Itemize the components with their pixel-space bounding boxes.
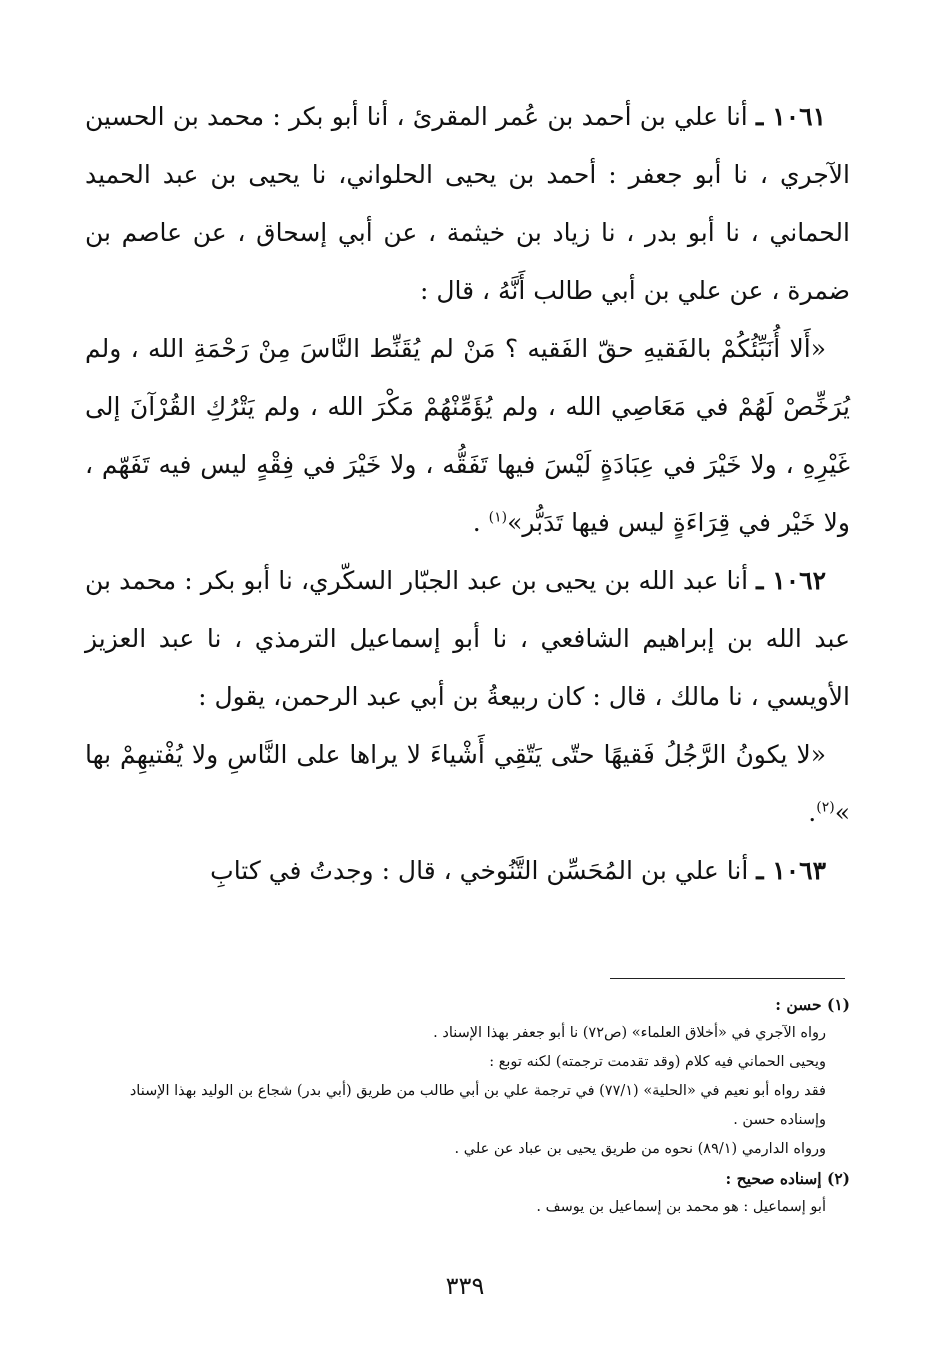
footnote-ref-2: (٢) [816, 799, 835, 816]
quote-1062 [85, 726, 850, 842]
isnad-text: أنا عبد الله بن يحيى بن عبد الجبّار السكّري، نا أبو بكر : محمد بن عبد الله بن إبراهيم الشافعي ، نا أبو إسماعيل الترمذي ، نا عبد العزيز الأويسي ، نا مالك ، قال : كان ربيعةُ بن أبي عبد الرحمن، يقول : [85, 566, 850, 711]
hadith-number: ١٠٦١ ـ [755, 102, 826, 131]
page-number: ٣٣٩ [445, 1272, 485, 1300]
footnotes [85, 990, 850, 1222]
footnote-heading-2: (٢) إسناده صحيح : [725, 1169, 850, 1188]
quote-1061 [85, 320, 850, 552]
quote-text: «أَلا أُنَبِّئُكُمْ بالفَقيهِ حقّ الفَقيه ؟ مَنْ لم يُقَنِّط النَّاسَ مِنْ رَحْمَةِ الله ، ولم يُرَخِّصْ لَهُمْ في مَعَاصِي الله ، ولم يُؤَمِّنْهُمْ مَكْرَ الله ، ولم يَتْرُكِ القُرْآنَ إلى غَيْرِهِ ، ولا خَيْرَ في عِبَادَةٍ لَيْسَ فيها تَفَقُّه ، ولا خَيْرَ في فِقْهٍ ليس فيه تَفَهّم ، ولا خَيْر في قِرَاءَةٍ ليس فيها تَدَبُّر» [85, 334, 850, 537]
quote-end: . [472, 508, 489, 537]
hadith-1061 [85, 88, 850, 320]
footnote-line: رواه الآجري في «أخلاق العلماء» (ص٧٢) نا أبو جعفر بهذا الإسناد . [433, 1025, 826, 1041]
footnote-ref-1: (١) [488, 509, 508, 526]
isnad-text: أنا علي بن أحمد بن عُمر المقرئ ، أنا أبو بكر : محمد بن الحسين الآجري ، نا أبو جعفر : أحمد بن يحيى الحلواني، نا يحيى بن عبد الحميد الحماني ، نا أبو بدر ، نا زياد بن خيثمة ، عن أبي إسحاق ، عن عاصم بن ضمرة ، عن علي بن أبي طالب أَنَّهُ ، قال : [85, 102, 850, 305]
footnote-heading-1: (١) حسن : [775, 995, 850, 1014]
quote-text: «لا يكونُ الرَّجُلُ فَقيهًا حتّى يَتّقِي أَشْياءَ لا يراها على النَّاسِ ولا يُفْتيهِمْ بها » [85, 740, 850, 827]
hadith-number: ١٠٦٣ ـ [756, 856, 826, 885]
footnote-line: ويحيى الحماني فيه كلام (وقد تقدمت ترجمته) لكنه توبع : [489, 1054, 826, 1070]
main-text [85, 88, 850, 900]
footnote-divider [610, 978, 845, 979]
hadith-1063 [85, 842, 850, 900]
hadith-1062 [85, 552, 850, 726]
quote-end: . [808, 798, 817, 827]
hadith-number: ١٠٦٢ ـ [756, 566, 827, 595]
isnad-text: أنا علي بن المُحَسِّن التَّنُوخي ، قال : وجدتُ في كتابِ [210, 856, 757, 885]
footnote-line: فقد رواه أبو نعيم في «الحلية» (٧٧/١) في ترجمة علي بن أبي طالب من طريق (أبي بدر) شجاع بن الوليد بهذا الإسناد وإسناده حسن . [129, 1083, 826, 1128]
footnote-line: أبو إسماعيل : هو محمد بن إسماعيل بن يوسف . [536, 1199, 826, 1215]
footnote-line: ورواه الدارمي (٨٩/١) نحوه من طريق يحيى بن عباد عن علي . [454, 1141, 826, 1157]
